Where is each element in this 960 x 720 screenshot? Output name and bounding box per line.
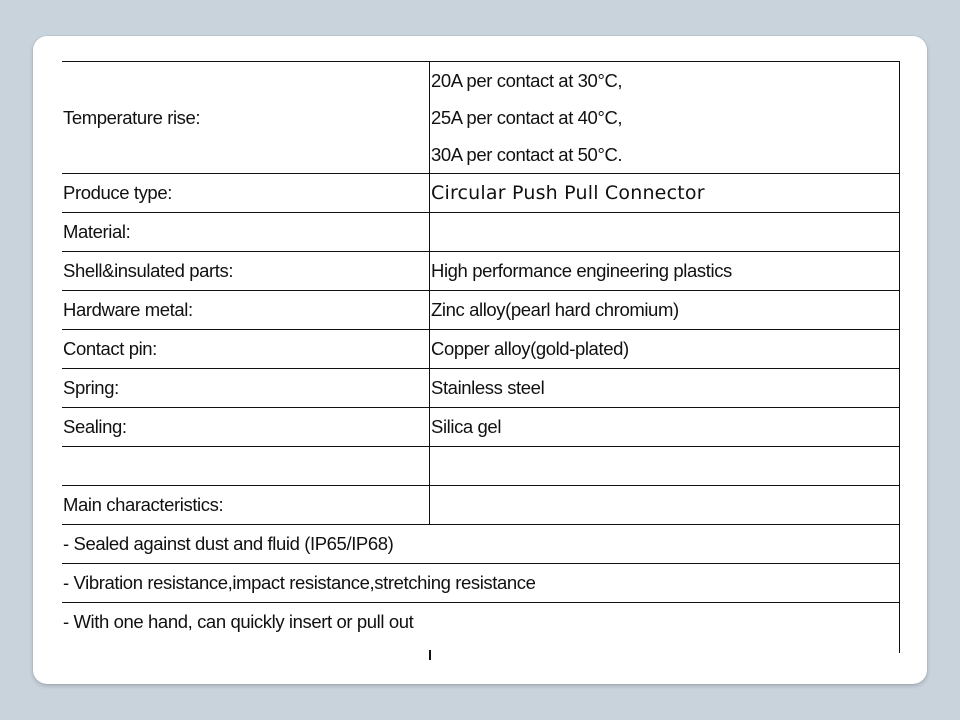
table-row-characteristic-1 (62, 525, 900, 564)
temperature-rise-value-3: 30A per contact at 50°C. (431, 144, 623, 165)
spring-value: Stainless steel (430, 369, 900, 408)
table-row-hardware-metal (62, 291, 900, 330)
table-row-material (62, 213, 900, 252)
table-row-contact-pin (62, 330, 900, 369)
material-value (430, 213, 900, 252)
temperature-rise-value-1: 20A per contact at 30°C, (431, 70, 623, 91)
main-characteristics-label: Main characteristics: (62, 486, 430, 525)
spring-label: Spring: (62, 369, 430, 408)
sealing-value: Silica gel (430, 408, 900, 447)
shell-insulated-parts-value: High performance engineering plastics (430, 252, 900, 291)
table-row-sealing (62, 408, 900, 447)
contact-pin-value: Copper alloy(gold-plated) (430, 330, 900, 369)
table-row-temperature-rise (62, 62, 900, 174)
table-row-characteristic-3 (62, 603, 900, 654)
sealing-label: Sealing: (62, 408, 430, 447)
table-row-spring (62, 369, 900, 408)
temperature-rise-values (430, 62, 900, 174)
produce-type-value: Circular Push Pull Connector (430, 174, 900, 213)
main-characteristics-value (430, 486, 900, 525)
specification-table (62, 61, 900, 653)
table-row-characteristic-2 (62, 564, 900, 603)
material-label: Material: (62, 213, 430, 252)
produce-type-label: Produce type: (62, 174, 430, 213)
table-row-produce-type (62, 174, 900, 213)
characteristic-sealed: - Sealed against dust and fluid (IP65/IP68) (62, 525, 900, 564)
table-row-empty (62, 447, 900, 486)
hardware-metal-value: Zinc alloy(pearl hard chromium) (430, 291, 900, 330)
table-row-shell-insulated-parts (62, 252, 900, 291)
table-divider-tail (429, 650, 431, 660)
contact-pin-label: Contact pin: (62, 330, 430, 369)
empty-value (430, 447, 900, 486)
characteristic-one-hand: - With one hand, can quickly insert or pull out (62, 603, 900, 654)
table-row-main-characteristics (62, 486, 900, 525)
temperature-rise-label: Temperature rise: (62, 62, 430, 174)
characteristic-vibration: - Vibration resistance,impact resistance,stretching resistance (62, 564, 900, 603)
empty-label (62, 447, 430, 486)
hardware-metal-label: Hardware metal: (62, 291, 430, 330)
temperature-rise-value-2: 25A per contact at 40°C, (431, 107, 623, 128)
shell-insulated-parts-label: Shell&insulated parts: (62, 252, 430, 291)
